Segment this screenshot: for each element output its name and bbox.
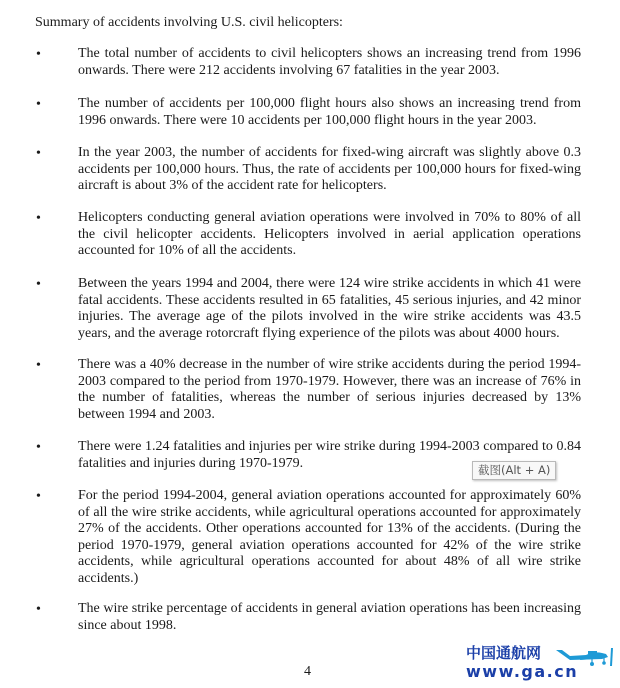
- bullet-icon: •: [36, 358, 41, 373]
- watermark-title: 中国通航网: [466, 644, 542, 662]
- bullet-icon: •: [36, 146, 41, 161]
- bullet-icon: •: [36, 489, 41, 504]
- watermark-logo: [464, 645, 618, 685]
- list-item-text: In the year 2003, the number of accidents for fixed-wing aircraft was slightly above 0.3 accidents per 100,000 hours. Thus, the rate of accidents per 100,000 hours for fixed-wing aircraft is about 3% of the accident rate for helicopters.: [78, 145, 581, 194]
- list-item-text: There were 1.24 fatalities and injuries per wire strike during 1994-2003 compared to 0.84 fatalities and injuries during 1970-1979.: [78, 439, 581, 471]
- list-item-text: Helicopters conducting general aviation operations were involved in 70% to 80% of all the civil helicopter accidents. Helicopters involved in aerial application operations accounted for 10% of all the accidents.: [78, 210, 581, 259]
- bullet-icon: •: [36, 97, 41, 112]
- summary-heading: Summary of accidents involving U.S. civil helicopters:: [35, 15, 343, 30]
- list-item-text: For the period 1994-2004, general aviation operations accounted for approximately 60% of all the wire strike accidents, while agricultural operations accounted for approximately 27% of the accidents. Other operations accounted for 13% of the accidents. (During the period 1970-1979, general aviation operations accounted for 42% of the wire strike accidents, while agricultural operations accounted for about 48% of all wire strike accidents.): [78, 488, 581, 586]
- bullet-icon: •: [36, 277, 41, 292]
- screenshot-tooltip: 截图(Alt + A): [472, 461, 556, 480]
- bullet-icon: •: [36, 47, 41, 62]
- watermark-url: www.ga.cn: [466, 662, 579, 681]
- list-item-text: The number of accidents per 100,000 flight hours also shows an increasing trend from 1996 onwards. There were 10 accidents per 100,000 flight hours in the year 2003.: [78, 96, 581, 128]
- list-item-text: The total number of accidents to civil helicopters shows an increasing trend from 1996 onwards. There were 212 accidents involving 67 fatalities in the year 2003.: [78, 46, 581, 78]
- page-number: 4: [304, 664, 311, 679]
- list-item-text: Between the years 1994 and 2004, there were 124 wire strike accidents in which 41 were fatal accidents. These accidents resulted in 65 fatalities, 45 serious injuries, and 42 minor injuries. The average age of the pilots involved in the wire strike accidents was 43.5 years, and the average rotorcraft flying experience of the pilots was about 4000 hours.: [78, 276, 581, 341]
- list-item-text: There was a 40% decrease in the number of wire strike accidents during the period 1994-2003 compared to the period from 1970-1979. However, there was an increase of 76% in the number of fatalities, whereas the number of serious injuries decreased by 13% between 1994 and 2003.: [78, 357, 581, 422]
- bullet-icon: •: [36, 602, 41, 617]
- bullet-icon: •: [36, 440, 41, 455]
- list-item-text: The wire strike percentage of accidents in general aviation operations has been increasing since about 1998.: [78, 601, 581, 633]
- bullet-icon: •: [36, 211, 41, 226]
